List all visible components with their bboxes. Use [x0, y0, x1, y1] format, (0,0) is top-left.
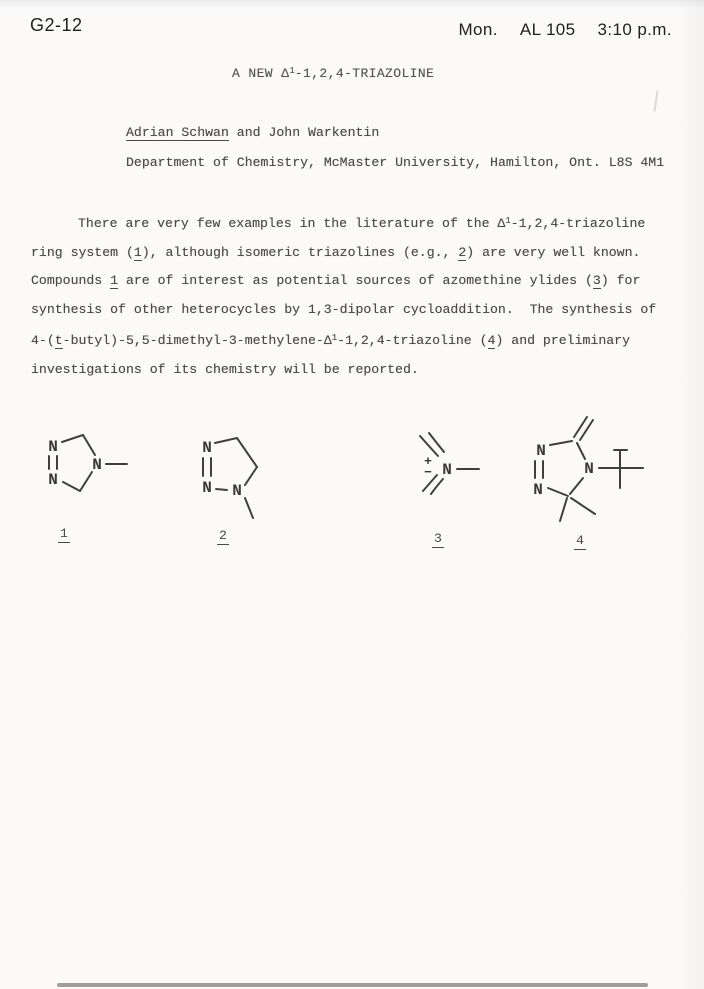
bond	[63, 482, 80, 491]
compound-ref-2: 2	[458, 244, 467, 260]
superscript: 1	[331, 333, 338, 344]
minus-charge: −	[424, 465, 432, 480]
body-text: ) are very well known.	[466, 244, 641, 260]
structure-4-skeleton	[520, 408, 655, 526]
program-code: G2-12	[30, 15, 83, 35]
bond	[237, 438, 257, 467]
bond	[80, 472, 92, 491]
body-line-1	[31, 207, 691, 239]
nitrogen-atom: N	[92, 456, 102, 474]
body-line-3	[31, 267, 691, 296]
scan-edge-right	[678, 0, 704, 989]
affiliation-line: Department of Chemistry, McMaster University, Hamilton, Ont. L8S 4M1	[126, 155, 665, 170]
gem-dimethyl-bond	[560, 498, 567, 521]
scan-edge-top	[0, 0, 704, 9]
session-room: AL 105	[519, 20, 576, 39]
bond	[216, 489, 227, 490]
body-text: There are very few examples in the literature of the Δ	[78, 216, 506, 231]
superscript: 1	[505, 216, 511, 226]
nitrogen-atom: N	[533, 481, 543, 499]
bond	[62, 435, 83, 442]
body-text: Compounds	[31, 273, 111, 289]
ylide-arm	[420, 436, 438, 456]
nitrogen-atom: N	[584, 460, 594, 478]
structure-2-skeleton	[193, 430, 303, 525]
compound-ref-4: 4	[487, 333, 496, 349]
body-text: ) for	[600, 273, 641, 289]
nitrogen-atom: N	[442, 461, 452, 479]
nitrogen-atom: N	[48, 438, 58, 456]
body-text: ), although isomeric triazolines (e.g.,	[141, 244, 459, 260]
structure-1-drawing	[36, 428, 136, 505]
gem-dimethyl-bond	[571, 498, 595, 514]
body-line-5	[31, 324, 691, 356]
nitrogen-atom: N	[202, 479, 212, 497]
bond	[83, 435, 95, 455]
structure-4-label: 4	[576, 533, 584, 548]
bond	[550, 441, 572, 445]
title-text-rest: -1,2,4-TRIAZOLINE	[294, 66, 435, 81]
structure-4-drawing	[520, 408, 655, 531]
session-day: Mon.	[458, 20, 498, 39]
author-presenting: Adrian Schwan	[126, 125, 229, 140]
structure-1-label: 1	[60, 526, 68, 541]
nitrogen-atom: N	[536, 442, 546, 460]
nitrogen-atom: N	[202, 439, 212, 457]
bond	[577, 443, 585, 459]
tert-italic: t	[54, 333, 63, 349]
body-text: are of interest as potential sources of azomethine ylides (	[118, 273, 593, 289]
structure-3-skeleton	[405, 425, 490, 497]
bond	[215, 438, 237, 443]
structure-2-label: 2	[219, 528, 227, 543]
compound-ref-3: 3	[592, 273, 601, 289]
scan-edge-bottom	[57, 983, 648, 987]
body-text: -butyl)-5,5-dimethyl-3-methylene-Δ	[62, 333, 332, 349]
plus-charge: +	[424, 454, 432, 469]
abstract-title	[232, 66, 434, 81]
body-text: -1,2,4-triazoline	[510, 216, 646, 231]
nitrogen-atom: N	[48, 471, 58, 489]
structure-1-skeleton	[36, 428, 136, 500]
title-superscript: 1	[289, 66, 295, 76]
nitrogen-atom: N	[232, 482, 242, 500]
body-text: ring system (	[31, 244, 134, 260]
bond	[245, 467, 257, 485]
compound-ref-1: 1	[110, 273, 119, 289]
bond	[570, 478, 583, 494]
author-rest: and John Warkentin	[228, 125, 380, 140]
bond	[548, 488, 568, 496]
compound-ref-1: 1	[133, 244, 142, 260]
authors-line	[126, 126, 379, 139]
body-text: -1,2,4-triazoline (	[337, 333, 488, 349]
title-text: A NEW Δ	[232, 66, 290, 81]
structure-2-drawing	[193, 430, 303, 530]
methyl-bond	[245, 498, 253, 518]
body-text: 4-(	[31, 333, 55, 349]
session-info	[458, 20, 672, 40]
body-line-4: synthesis of other heterocycles by 1,3-dipolar cycloaddition. The synthesis of	[31, 301, 657, 317]
body-text: ) and preliminary	[495, 333, 630, 349]
abstract-body	[31, 207, 691, 385]
structure-3-drawing	[405, 425, 490, 502]
body-line-6: investigations of its chemistry will be reported.	[31, 361, 419, 377]
session-time: 3:10 p.m.	[597, 20, 672, 39]
scan-artifact	[653, 90, 658, 112]
body-line-2	[31, 239, 691, 268]
structure-3-label: 3	[434, 531, 442, 546]
